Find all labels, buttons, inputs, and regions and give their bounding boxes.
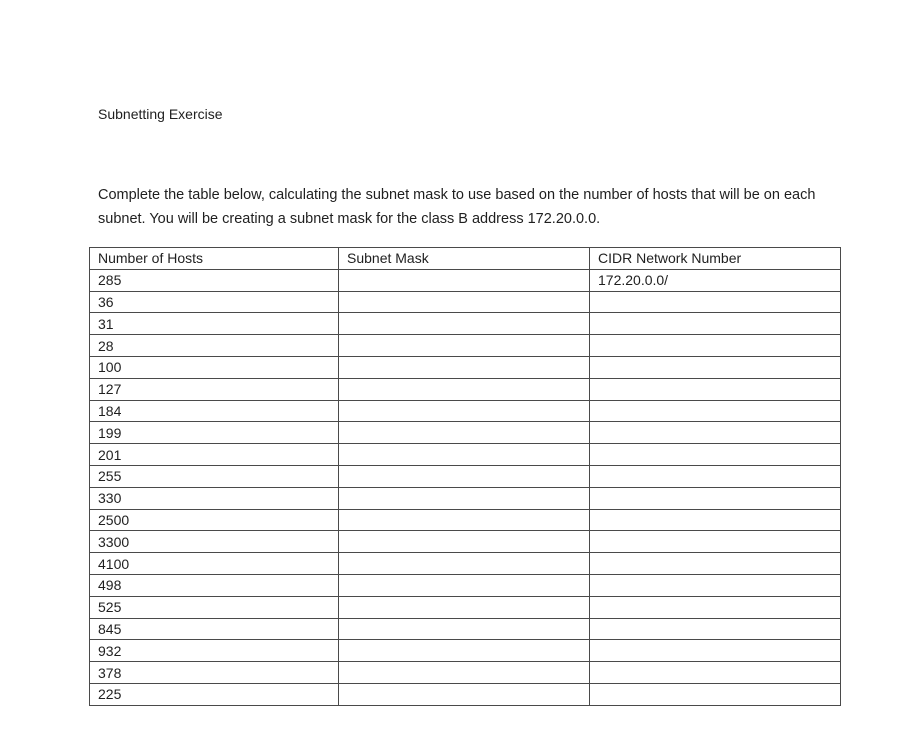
subnet-mask-cell bbox=[339, 574, 590, 596]
table-row bbox=[90, 291, 841, 313]
table-row bbox=[90, 465, 841, 487]
document-title: Subnetting Exercise bbox=[98, 106, 223, 122]
table-row bbox=[90, 378, 841, 400]
hosts-cell: 100 bbox=[90, 356, 339, 378]
cidr-cell bbox=[590, 356, 841, 378]
cidr-cell: 172.20.0.0/ bbox=[590, 269, 841, 291]
cidr-cell bbox=[590, 422, 841, 444]
cidr-cell bbox=[590, 683, 841, 705]
hosts-cell: 255 bbox=[90, 465, 339, 487]
cidr-cell bbox=[590, 487, 841, 509]
subnet-table bbox=[89, 247, 841, 706]
table-row bbox=[90, 531, 841, 553]
subnet-mask-cell bbox=[339, 313, 590, 335]
hosts-cell: 199 bbox=[90, 422, 339, 444]
table-row bbox=[90, 356, 841, 378]
subnet-mask-cell bbox=[339, 553, 590, 575]
table-row bbox=[90, 509, 841, 531]
subnet-mask-cell bbox=[339, 531, 590, 553]
hosts-cell: 932 bbox=[90, 640, 339, 662]
hosts-cell: 36 bbox=[90, 291, 339, 313]
hosts-cell: 201 bbox=[90, 444, 339, 466]
cidr-cell bbox=[590, 291, 841, 313]
hosts-cell: 28 bbox=[90, 335, 339, 357]
table-row bbox=[90, 618, 841, 640]
header-number-of-hosts: Number of Hosts bbox=[90, 248, 339, 270]
table-row bbox=[90, 574, 841, 596]
hosts-cell: 225 bbox=[90, 683, 339, 705]
subnet-mask-cell bbox=[339, 487, 590, 509]
hosts-cell: 127 bbox=[90, 378, 339, 400]
table-row bbox=[90, 487, 841, 509]
cidr-cell bbox=[590, 465, 841, 487]
subnet-mask-cell bbox=[339, 596, 590, 618]
table-row bbox=[90, 662, 841, 684]
table-row bbox=[90, 596, 841, 618]
cidr-cell bbox=[590, 335, 841, 357]
table-row bbox=[90, 640, 841, 662]
hosts-cell: 2500 bbox=[90, 509, 339, 531]
table-header-row bbox=[90, 248, 841, 270]
subnet-mask-cell bbox=[339, 683, 590, 705]
instructions-text: Complete the table below, calculating the subnet mask to use based on the number of hosts that will be on each subnet. You will be creating a subnet mask for the class B address 172.20.0.0. bbox=[98, 187, 816, 227]
cidr-cell bbox=[590, 596, 841, 618]
subnet-mask-cell bbox=[339, 378, 590, 400]
subnet-mask-cell bbox=[339, 356, 590, 378]
hosts-cell: 378 bbox=[90, 662, 339, 684]
subnet-mask-cell bbox=[339, 335, 590, 357]
header-subnet-mask: Subnet Mask bbox=[339, 248, 590, 270]
header-cidr-network-number: CIDR Network Number bbox=[590, 248, 841, 270]
table-body bbox=[90, 269, 841, 705]
hosts-cell: 3300 bbox=[90, 531, 339, 553]
cidr-cell bbox=[590, 378, 841, 400]
subnet-mask-cell bbox=[339, 509, 590, 531]
hosts-cell: 31 bbox=[90, 313, 339, 335]
table-row bbox=[90, 313, 841, 335]
hosts-cell: 498 bbox=[90, 574, 339, 596]
hosts-cell: 525 bbox=[90, 596, 339, 618]
hosts-cell: 845 bbox=[90, 618, 339, 640]
subnet-mask-cell bbox=[339, 444, 590, 466]
subnet-mask-cell bbox=[339, 662, 590, 684]
subnet-mask-cell bbox=[339, 640, 590, 662]
cidr-cell bbox=[590, 574, 841, 596]
cidr-cell bbox=[590, 444, 841, 466]
cidr-cell bbox=[590, 509, 841, 531]
hosts-cell: 184 bbox=[90, 400, 339, 422]
table-row bbox=[90, 444, 841, 466]
subnet-mask-cell bbox=[339, 618, 590, 640]
subnet-mask-cell bbox=[339, 465, 590, 487]
table-row bbox=[90, 400, 841, 422]
cidr-cell bbox=[590, 662, 841, 684]
table-row bbox=[90, 683, 841, 705]
subnet-mask-cell bbox=[339, 291, 590, 313]
cidr-cell bbox=[590, 313, 841, 335]
table-row bbox=[90, 553, 841, 575]
subnet-mask-cell bbox=[339, 422, 590, 444]
cidr-cell bbox=[590, 553, 841, 575]
subnet-mask-cell bbox=[339, 269, 590, 291]
table-row bbox=[90, 335, 841, 357]
cidr-cell bbox=[590, 400, 841, 422]
hosts-cell: 330 bbox=[90, 487, 339, 509]
table-row bbox=[90, 422, 841, 444]
subnet-mask-cell bbox=[339, 400, 590, 422]
cidr-cell bbox=[590, 618, 841, 640]
hosts-cell: 4100 bbox=[90, 553, 339, 575]
cidr-cell bbox=[590, 531, 841, 553]
cidr-cell bbox=[590, 640, 841, 662]
hosts-cell: 285 bbox=[90, 269, 339, 291]
table-row bbox=[90, 269, 841, 291]
